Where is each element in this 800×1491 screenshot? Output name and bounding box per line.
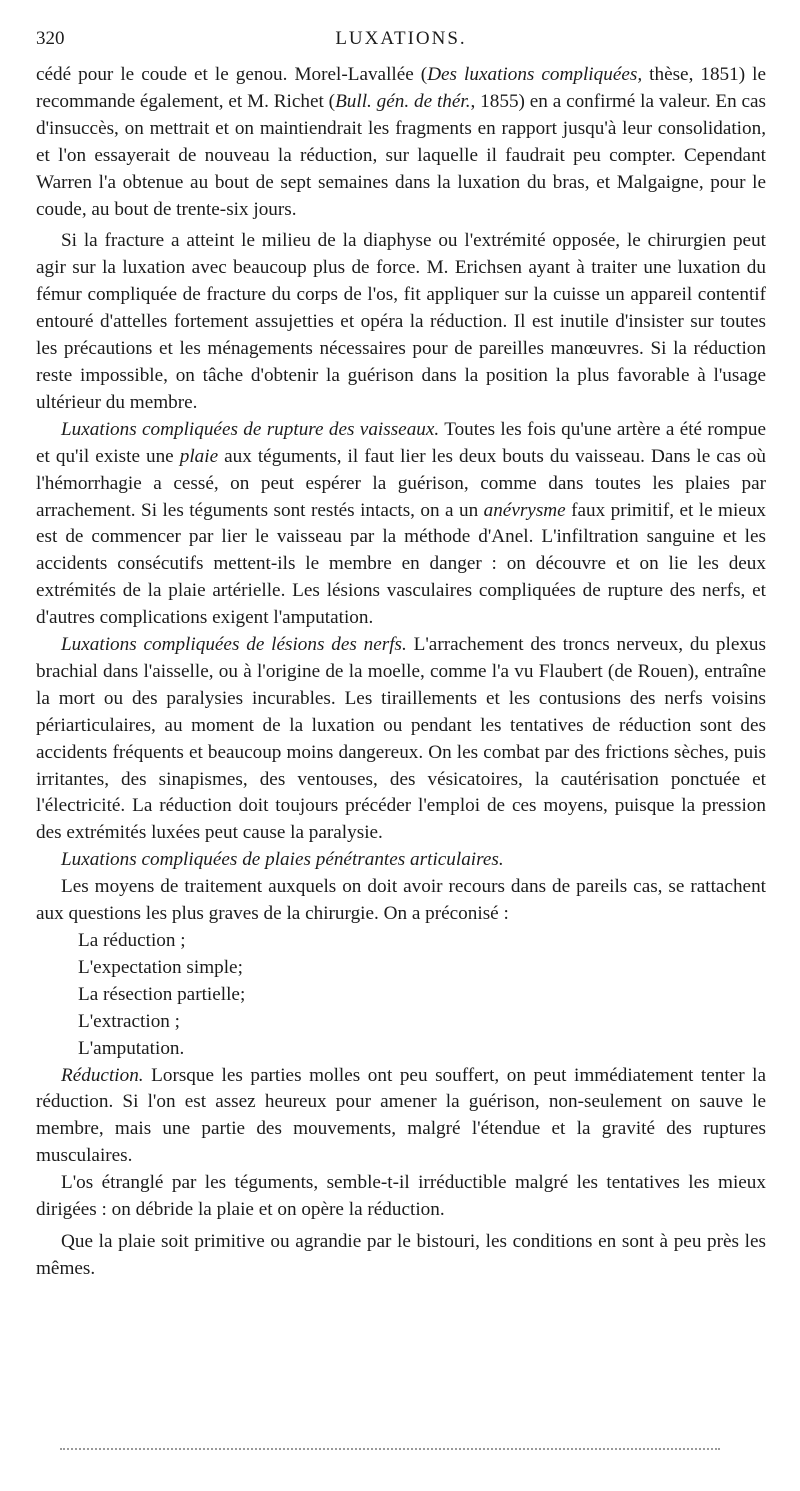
paragraph-3-text-a: Toutes les fois qu'une artère a été rompue et qu'il existe une xyxy=(36,418,766,467)
section-heading-plaies-text: Luxations compliquées de plaies pénétrantes articulaires. xyxy=(61,849,504,871)
paragraph-1-text-b: thèse, 1851) le recommande également, et M. Richet ( xyxy=(36,64,766,112)
paragraph-vaisseaux xyxy=(36,417,766,632)
paragraph-os-etrangle: L'os étranglé par les téguments, semble-t-il irréductible malgré les tentatives les mieux dirigées : on débride la plaie et on opère la réduction. xyxy=(36,1172,766,1221)
paragraph-3-text-c: faux primitif, et le mieux est de commencer par lier le vaisseau par la méthode d'Anel. L'infiltration sanguine et les accidents consécutifs mettent-ils le membre en danger : on découvre et on lie les deux extrémités de la plaie artérielle. Les lésions vasculaires compliquées de rupture des nerfs, et d'autres complications exigent l'amputation. xyxy=(36,499,767,629)
list-item: L'expectation simple; xyxy=(78,956,243,978)
footer-dotted-rule xyxy=(60,1448,720,1450)
section-heading-plaies xyxy=(36,847,766,874)
list-item: L'extraction ; xyxy=(78,1010,181,1032)
citation-des-luxations: Des luxations compliquées, xyxy=(427,64,643,85)
paragraph-1-text-a: cédé pour le coude et le genou. Morel-Lavallée ( xyxy=(36,64,428,85)
section-heading-reduction: Réduction. xyxy=(61,1064,144,1086)
list-item: La résection partielle; xyxy=(78,983,246,1005)
paragraph-reduction xyxy=(36,1063,766,1171)
page-number: 320 xyxy=(36,28,65,49)
section-heading-nerfs: Luxations compliquées de lésions des nerfs. xyxy=(61,634,407,656)
list-item: La réduction ; xyxy=(78,930,186,951)
paragraph-2: Si la fracture a atteint le milieu de la diaphyse ou l'extrémité opposée, le chirurgien peut agir sur la luxation avec beaucoup plus de force. M. Erichsen ayant à traiter une luxation du fémur compliquée de fracture du corps de l'os, fit appliquer sur la cuisse un appareil contentif entouré d'attelles fortement assujetties et opéra la réduction. Il est inutile d'insister sur toutes les précautions et les ménagements nécessaires pour de pareilles manœuvres. Si la réduction reste impossible, on tâche d'obtenir la guérison dans la position la plus favorable à l'usage ultérieur du membre. xyxy=(36,230,766,413)
section-heading-vaisseaux: Luxations compliquées de rupture des vaisseaux. xyxy=(61,418,440,440)
paragraph-3-text-b: aux téguments, il faut lier les deux bouts du vaisseau. Dans le cas où l'hémorrhagie a cessé, on peut espérer la guérison, comme dans toutes les plaies par arrachement. Si les téguments sont restés intacts, on a un xyxy=(36,445,766,521)
citation-bull-gen-ther: Bull. gén. de thér. xyxy=(335,90,471,112)
paragraph-reduction-text: Lorsque les parties molles ont peu souffert, on peut immédiatement tenter la réduction. Si l'on est assez heureux pour amener la guérison, non-seulement on sauve le membre, mais une partie des mouvements, malgré l'étendue et la gravité des ruptures musculaires. xyxy=(36,1064,766,1167)
book-page xyxy=(36,28,766,1283)
paragraph-moyens: Les moyens de traitement auxquels on doit avoir recours dans de pareils cas, se rattachent aux questions les plus graves de la chirurgie. On a préconisé : xyxy=(36,876,766,925)
page-header xyxy=(36,28,766,62)
treatment-list xyxy=(36,928,766,1063)
list-item: L'amputation. xyxy=(78,1037,185,1059)
paragraph-nerfs xyxy=(36,632,766,847)
running-title: LUXATIONS. xyxy=(335,28,467,49)
emphasis-plaie: plaie xyxy=(179,445,219,467)
paragraph-1 xyxy=(36,62,766,223)
paragraph-plaie-primitive: Que la plaie soit primitive ou agrandie par le bistouri, les conditions en sont à peu près les mêmes. xyxy=(36,1230,766,1279)
paragraph-4-text: L'arrachement des troncs nerveux, du plexus brachial dans l'aisselle, ou à l'origine de la moelle, comme l'a vu Flaubert (de Rouen), entraîne la mort ou des paralysies incurables. Les tiraillements et les contusions des nerfs voisins périarticulaires, au moment de la luxation ou pendant les tentatives de réduction sont des accidents fréquents et beaucoup moins dangereux. On les combat par des frictions sèches, puis irritantes, des sinapismes, des ventouses, des vésicatoires, la cautérisation ponctuée et l'électricité. La réduction doit toujours précéder l'emploi de ces moyens, puisque la pression des extrémités luxées peut cause la paralysie. xyxy=(36,634,766,844)
emphasis-anevrysme: anévrysme xyxy=(483,499,566,521)
paragraph-1-text-c: , 1855) en a confirmé la valeur. En cas d'insuccès, on mettrait et on maintiendrait les fragments en rapport jusqu'à leur consolidation, et l'on essayerait de nouveau la réduction, sur laquelle il faudrait peu compter. Cependant Warren l'a obtenue au bout de sept semaines dans la luxation du bras, et Malgaigne, pour le coude, au bout de trente-six jours. xyxy=(36,90,766,220)
